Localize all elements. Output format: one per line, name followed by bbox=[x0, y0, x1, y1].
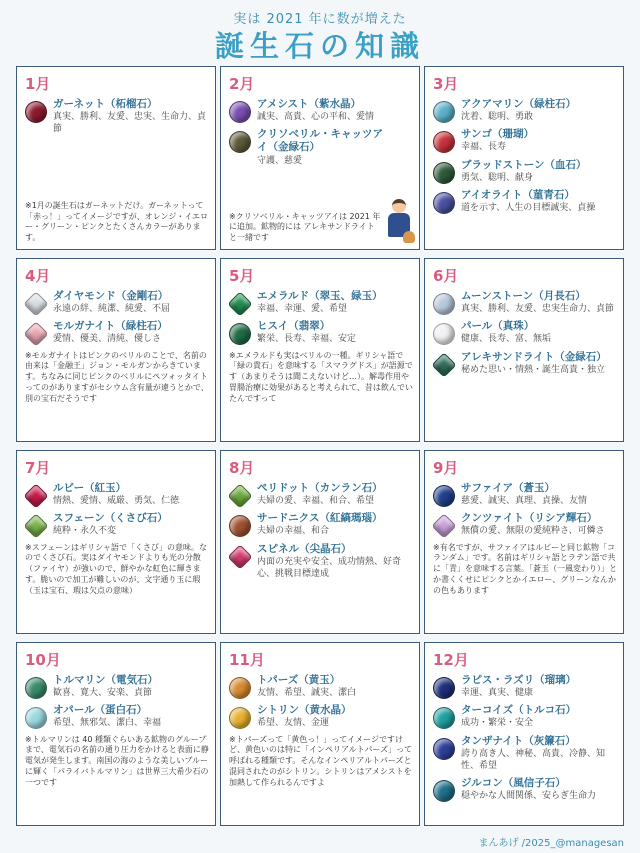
month-card-february bbox=[220, 66, 420, 250]
alexandrite-gem-icon bbox=[431, 352, 456, 377]
stone-item bbox=[229, 674, 413, 699]
stone-meaning: 友情、希望、誠実、潔白 bbox=[257, 688, 357, 699]
stone-item bbox=[433, 320, 617, 345]
month-card-december bbox=[424, 642, 624, 826]
stone-meaning: 無償の愛、無限の愛純粋さ、可憐さ bbox=[461, 526, 605, 537]
stone-meaning: 愛情、優美、清純、優しさ bbox=[53, 334, 162, 345]
month-note: ※1月の誕生石はガーネットだけ。ガーネットって「赤っ！」ってイメージですが、オレンジ・イエロー・グリーン・ピンクとたくさんカラーがあります。 bbox=[25, 200, 209, 243]
month-note: ※有名ですが、サファイアはルビーと同じ鉱物「コランダム」です。名前はギリシャ語とラテン語で共に「青」を意味する言葉。「蒼玉（一風変わり）」とか書くくせにピンクとかイエロー、グリーンなんかの色もあります bbox=[433, 542, 617, 595]
bloodstone-gem-icon bbox=[433, 162, 455, 184]
stone-meaning: 道を示す、人生の目標誠実、貞操 bbox=[461, 202, 596, 213]
stone-item bbox=[433, 98, 617, 123]
stone-meaning: 内面の充実や安全、成功情熱、好奇心、挑戦目標達成 bbox=[257, 556, 402, 579]
stone-name: トルマリン（電気石） bbox=[53, 674, 158, 686]
stone-name: クリソベリル・キャッツアイ（金緑石） bbox=[257, 128, 383, 154]
stone-name: オパール（蛋白石） bbox=[53, 704, 148, 717]
sardonyx-gem-icon bbox=[229, 515, 251, 537]
stone-name: ターコイズ（トルコ石） bbox=[461, 704, 577, 717]
stone-meaning: 真実、勝利、友愛、忠実、生命力、貞節 bbox=[53, 112, 207, 135]
stone-item bbox=[229, 320, 413, 345]
coral-gem-icon bbox=[433, 131, 455, 153]
stone-meaning: 成功・繁栄・安全 bbox=[461, 718, 534, 729]
stone-item bbox=[25, 98, 209, 135]
month-label: 3月 bbox=[433, 75, 459, 93]
morganite-gem-icon bbox=[23, 322, 48, 347]
stone-name: サードニクス（紅縞瑪瑙） bbox=[257, 512, 383, 525]
opal-gem-icon bbox=[25, 707, 47, 729]
lapis-lazuli-gem-icon bbox=[433, 677, 455, 699]
sphene-gem-icon bbox=[23, 514, 48, 539]
stone-item bbox=[229, 290, 413, 315]
chrysoberyl-gem-icon bbox=[229, 131, 251, 153]
stone-name: ルビー（紅玉） bbox=[53, 482, 127, 494]
stone-name: ラピス・ラズリ（瑠璃） bbox=[461, 674, 577, 686]
stone-item bbox=[25, 704, 209, 729]
stone-item bbox=[433, 512, 617, 537]
month-card-march bbox=[424, 66, 624, 250]
stone-name: ガーネット（柘榴石） bbox=[53, 98, 158, 110]
tanzanite-gem-icon bbox=[433, 738, 455, 760]
ruby-gem-icon bbox=[23, 483, 48, 508]
stone-item bbox=[229, 128, 413, 166]
jade-gem-icon bbox=[229, 323, 251, 345]
amethyst-gem-icon bbox=[229, 101, 251, 123]
moonstone-gem-icon bbox=[433, 293, 455, 315]
month-card-november bbox=[220, 642, 420, 826]
character-illustration-icon bbox=[383, 199, 415, 243]
stone-meaning: 幸福、幸運、愛、希望 bbox=[257, 304, 348, 315]
kunzite-gem-icon bbox=[431, 514, 456, 539]
month-card-september bbox=[424, 450, 624, 634]
stone-meaning: 勇気、聡明、献身 bbox=[461, 172, 534, 183]
stone-item bbox=[229, 98, 413, 123]
stone-meaning: 希望、友情、金運 bbox=[257, 718, 330, 729]
month-card-august bbox=[220, 450, 420, 634]
stone-meaning: 永遠の絆、純潔、純愛、不屈 bbox=[53, 304, 171, 315]
emerald-gem-icon bbox=[227, 291, 252, 316]
month-label: 1月 bbox=[25, 75, 51, 93]
stone-name: タンザナイト（灰簾石） bbox=[461, 734, 576, 747]
stone-meaning: 夫婦の幸福、和合 bbox=[257, 526, 330, 537]
month-note: ※モルガナイトはピンクのベリルのことで、名前の由来は「金融王」ジョン・モルガンからきています。ちなみに同じピンクのベリルにペツォッタイトってのがありますがセシウム含有量が違うとかで、別の宝石だそうです bbox=[25, 350, 209, 403]
stone-name: アレキサンドライト（金緑石） bbox=[461, 350, 607, 363]
month-card-may bbox=[220, 258, 420, 442]
stone-meaning: 守護、慈愛 bbox=[257, 155, 303, 166]
month-card-june bbox=[424, 258, 624, 442]
month-grid bbox=[16, 66, 624, 834]
stone-item bbox=[433, 704, 617, 729]
stone-item bbox=[433, 128, 617, 153]
stone-name: ダイヤモンド（金剛石） bbox=[53, 290, 169, 302]
stone-name: ヒスイ（翡翠） bbox=[257, 320, 331, 333]
stone-item bbox=[433, 351, 617, 376]
month-note: ※クリソベリル・キャッツアイは 2021 年に追加。鉱物的には アレキサンドライトと一緒です bbox=[229, 211, 381, 243]
aquamarine-gem-icon bbox=[433, 101, 455, 123]
stone-meaning: 繁栄、長寿、幸福、安定 bbox=[257, 334, 357, 345]
month-card-july bbox=[16, 450, 216, 634]
stone-item bbox=[229, 543, 413, 580]
stone-item bbox=[433, 777, 617, 802]
stone-name: アイオライト（菫青石） bbox=[461, 188, 575, 201]
topaz-gem-icon bbox=[229, 677, 251, 699]
stone-name: シトリン（黄水晶） bbox=[257, 704, 352, 717]
stone-name: モルガナイト（緑柱石） bbox=[53, 320, 168, 333]
month-label: 8月 bbox=[229, 459, 255, 477]
month-note: ※エメラルドも実はベリルの一種。ギリシャ語で「緑の貴石」を意味する「スマラグドス」が語源です（あまりそうは聞こえないけど…）。解毒作用や胃腸治療に効果があると考えられて、昔は飲んでいたんですって bbox=[229, 350, 413, 403]
stone-meaning: 健康、長寿、富、無垢 bbox=[461, 334, 552, 345]
garnet-gem-icon bbox=[25, 101, 47, 123]
month-label: 7月 bbox=[25, 459, 51, 477]
month-label: 2月 bbox=[229, 75, 255, 93]
stone-item bbox=[25, 290, 209, 315]
iolite-gem-icon bbox=[433, 192, 455, 214]
stone-meaning: 秘めた思い・情熱・誕生高貴・独立 bbox=[461, 364, 606, 375]
stone-item bbox=[229, 512, 413, 537]
stone-meaning: 幸福、長寿 bbox=[461, 142, 507, 153]
stone-name: ムーンストーン（月長石） bbox=[461, 290, 586, 302]
stone-meaning: 夫婦の愛、幸福、和合、希望 bbox=[257, 496, 375, 507]
stone-meaning: 誠実、高貴、心の平和、愛情 bbox=[257, 112, 375, 123]
spinel-gem-icon bbox=[227, 544, 252, 569]
stone-name: スピネル（尖晶石） bbox=[257, 542, 352, 555]
sapphire-gem-icon bbox=[433, 485, 455, 507]
author-credit: まんあげ /2025_@managesan bbox=[478, 838, 624, 849]
stone-item bbox=[229, 704, 413, 729]
zircon-gem-icon bbox=[433, 780, 455, 802]
stone-name: スフェーン（くさび石） bbox=[53, 512, 168, 525]
month-label: 11月 bbox=[229, 651, 265, 669]
stone-meaning: 幸運、真実、健康 bbox=[461, 688, 534, 699]
stone-item bbox=[229, 482, 413, 507]
stone-item bbox=[433, 674, 617, 699]
diamond-gem-icon bbox=[23, 291, 48, 316]
stone-item bbox=[25, 482, 209, 507]
stone-meaning: 慈愛、誠実、真理、貞操、友情 bbox=[461, 496, 588, 507]
stone-item bbox=[433, 482, 617, 507]
stone-meaning: 純粋・永久不変 bbox=[53, 526, 117, 537]
stone-item bbox=[433, 189, 617, 214]
stone-name: ブラッドストーン（血石） bbox=[461, 158, 587, 171]
month-label: 9月 bbox=[433, 459, 459, 477]
month-label: 12月 bbox=[433, 651, 469, 669]
pearl-gem-icon bbox=[433, 323, 455, 345]
month-card-october bbox=[16, 642, 216, 826]
stone-meaning: 誇り高き人、神秘、高貴、冷静、知性、希望 bbox=[461, 748, 606, 771]
month-label: 10月 bbox=[25, 651, 61, 669]
month-label: 5月 bbox=[229, 267, 255, 285]
stone-meaning: 沈着、聡明、勇敢 bbox=[461, 112, 534, 123]
month-note: ※トパーズって「黄色っ！」ってイメージですけど、黄色いのは特に「インペリアルトパーズ」って呼ばれる種類です。そんなインペリアルトパーズと混同されたのがシトリン。シトリンはアメシストを加熱して作られるんですよ bbox=[229, 734, 413, 787]
stone-item bbox=[25, 674, 209, 699]
page-title: 誕生石の知識 bbox=[214, 29, 425, 63]
tourmaline-gem-icon bbox=[25, 677, 47, 699]
stone-meaning: 歓喜、寛大、安楽、貞節 bbox=[53, 688, 153, 699]
stone-name: サファイア（蒼玉） bbox=[461, 482, 555, 494]
month-card-april bbox=[16, 258, 216, 442]
month-label: 6月 bbox=[433, 267, 459, 285]
stone-name: サンゴ（珊瑚） bbox=[461, 128, 534, 141]
month-note: ※スフェーンはギリシャ語で「くさび」の意味。なのでくさび石。実はダイヤモンドよりも光の分散（ファイヤ）が強いので、鮮やかな虹色に輝きます。脆いので加工が難しいのが、文字通り玉に瑕（玉は宝石、瑕は欠点の意味） bbox=[25, 542, 207, 595]
stone-name: アメシスト（紫水晶） bbox=[257, 98, 362, 110]
stone-name: ペリドット（カンラン石） bbox=[257, 482, 383, 494]
stone-item bbox=[25, 512, 209, 537]
month-label: 4月 bbox=[25, 267, 51, 285]
stone-name: アクアマリン（緑柱石） bbox=[461, 98, 577, 110]
stone-name: クンツァイト（リシア輝石） bbox=[461, 512, 598, 525]
stone-meaning: 情熱、愛情、威厳、勇気、仁徳 bbox=[53, 496, 180, 507]
stone-item bbox=[433, 735, 617, 772]
stone-name: パール（真珠） bbox=[461, 320, 535, 333]
peridot-gem-icon bbox=[227, 483, 252, 508]
stone-item bbox=[433, 159, 617, 184]
stone-meaning: 穏やかな人間関係、安らぎ生命力 bbox=[461, 791, 597, 802]
stone-name: ジルコン（風信子石） bbox=[461, 776, 566, 789]
stone-item bbox=[25, 320, 209, 345]
subtitle: 実は 2021 年に数が増えた bbox=[233, 12, 407, 27]
stone-item bbox=[433, 290, 617, 315]
stone-name: エメラルド（翠玉、緑玉） bbox=[257, 290, 383, 302]
stone-name: トパーズ（黄玉） bbox=[257, 674, 341, 686]
stone-meaning: 希望、無邪気、潔白、幸福 bbox=[53, 718, 162, 729]
citrine-gem-icon bbox=[229, 707, 251, 729]
month-note: ※トルマリンは 40 種類ぐらいある鉱物のグループまで、電気石の名前の通り圧力をかけると表面に静電気が発生します。南国の海のような美しいブルーに輝く「パライバトルマリン」は世界三大希少石の一つです bbox=[25, 734, 209, 787]
turquoise-gem-icon bbox=[433, 707, 455, 729]
month-card-january bbox=[16, 66, 216, 250]
stone-meaning: 真実、勝利、友愛、忠実生命力、貞節 bbox=[461, 304, 615, 315]
